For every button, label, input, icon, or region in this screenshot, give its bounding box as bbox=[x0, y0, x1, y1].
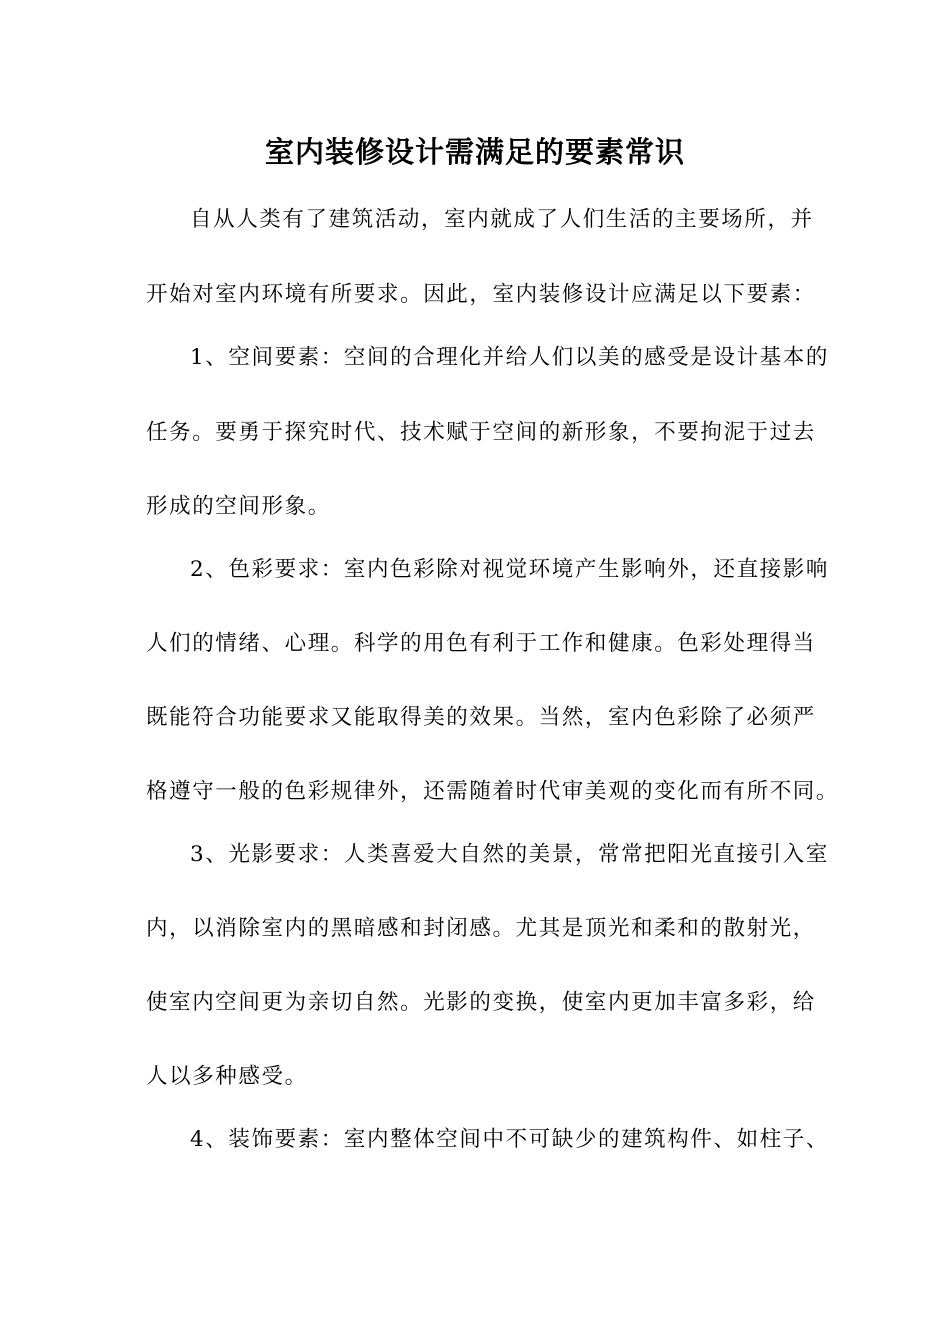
paragraph-line: 开始对室内环境有所要求。因此，室内装修设计应满足以下要素： bbox=[146, 282, 816, 307]
paragraph-line: 2、色彩要求：室内色彩除对视觉环境产生影响外，还直接影响 bbox=[190, 557, 829, 582]
paragraph-line: 内，以消除室内的黑暗感和封闭感。尤其是顶光和柔和的散射光， bbox=[146, 916, 816, 941]
document-title: 室内装修设计需满足的要素常识 bbox=[264, 135, 685, 169]
paragraph-line: 3、光影要求：人类喜爱大自然的美景，常常把阳光直接引入室 bbox=[190, 842, 829, 867]
paragraph-line: 自从人类有了建筑活动，室内就成了人们生活的主要场所，并 bbox=[190, 207, 814, 232]
paragraph-line: 使室内空间更为亲切自然。光影的变换，使室内更加丰富多彩，给 bbox=[146, 990, 816, 1015]
paragraph-line: 人以多种感受。 bbox=[146, 1064, 308, 1089]
paragraph-line: 形成的空间形象。 bbox=[146, 494, 331, 519]
paragraph-line: 格遵守一般的色彩规律外，还需随着时代审美观的变化而有所不同。 bbox=[146, 779, 840, 804]
paragraph-line: 4、装饰要素：室内整体空间中不可缺少的建筑构件、如柱子、 bbox=[190, 1127, 829, 1152]
paragraph-line: 既能符合功能要求又能取得美的效果。当然，室内色彩除了必须严 bbox=[146, 705, 816, 730]
paragraph-line: 任务。要勇于探究时代、技术赋于空间的新形象，不要拘泥于过去 bbox=[146, 420, 816, 445]
paragraph-line: 人们的情绪、心理。科学的用色有利于工作和健康。色彩处理得当 bbox=[146, 631, 816, 656]
paragraph-line: 1、空间要素：空间的合理化并给人们以美的感受是设计基本的 bbox=[190, 345, 829, 370]
